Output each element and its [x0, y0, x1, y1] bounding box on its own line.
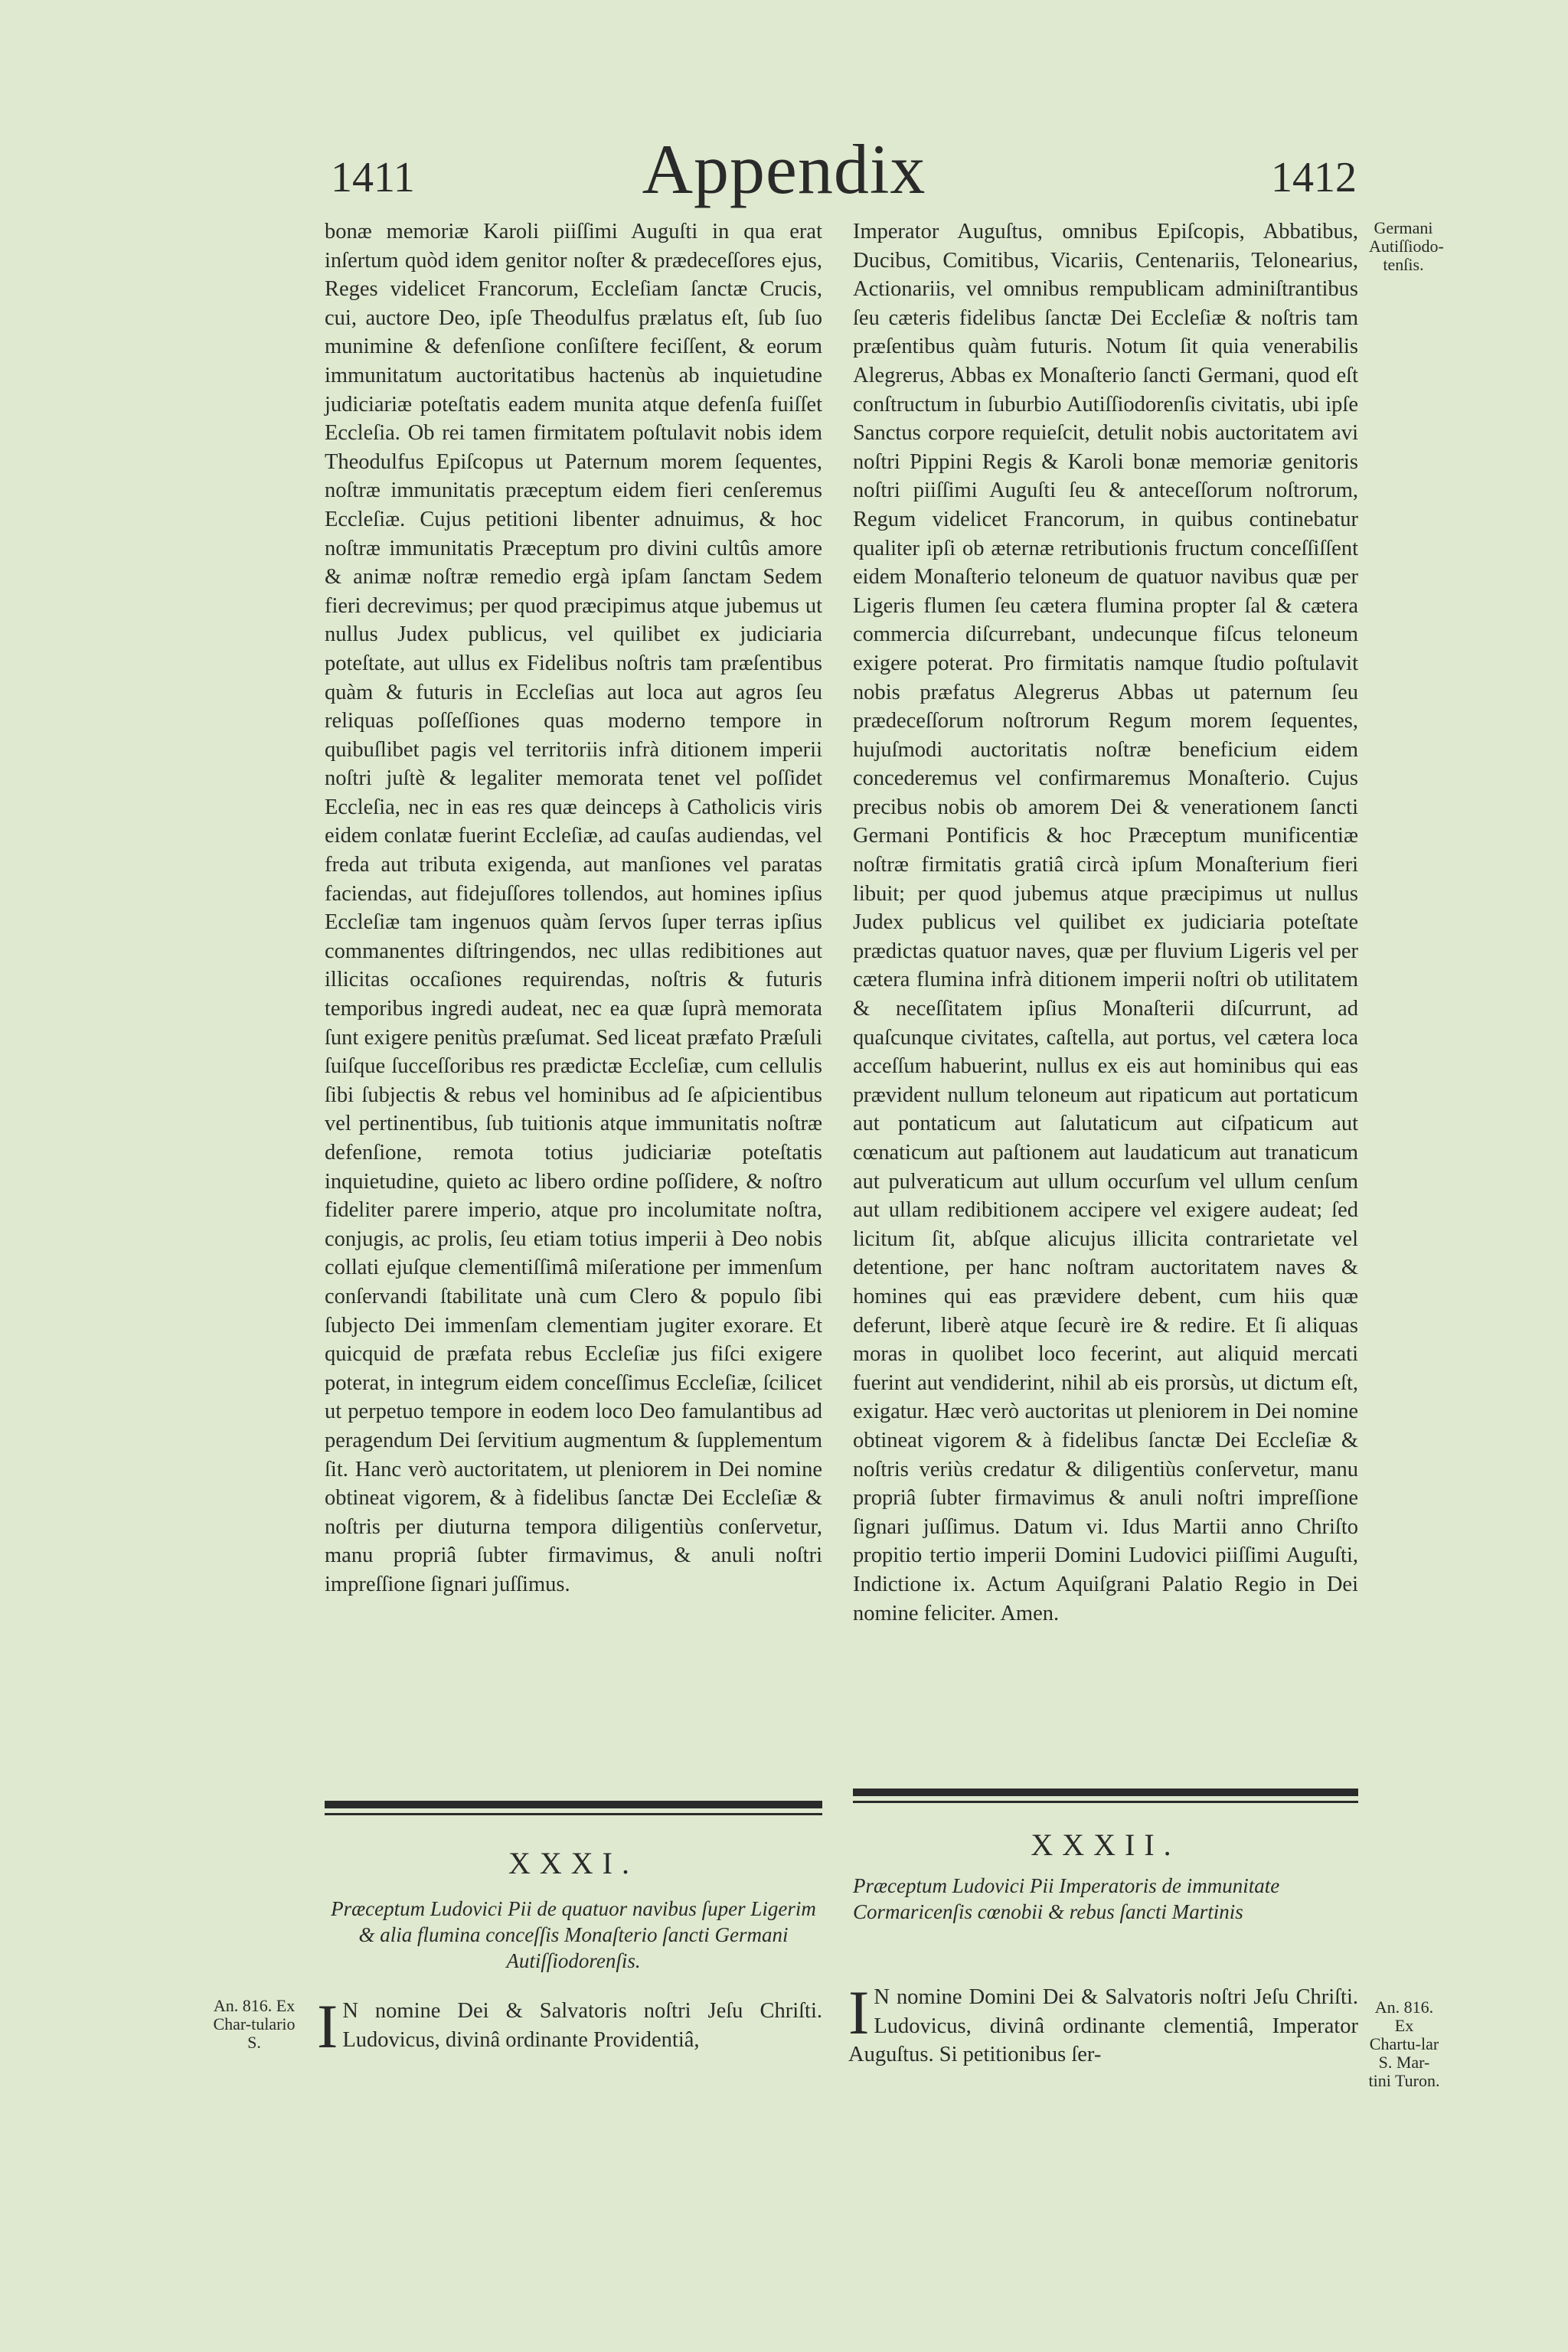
- section-right-opening: N nomine Domini Dei & Salvatoris noſtri Jeſu Chriſti. Ludovicus, divinâ ordinante clementiâ, Imperator Auguſtus. Si petitionibus ſer-: [848, 1985, 1358, 2067]
- page-title: Appendix: [642, 130, 926, 208]
- page-header: [0, 122, 1568, 214]
- margin-note-top-right: Germani Autiſſiodo-tenſis.: [1369, 218, 1444, 274]
- section-rule-left-thin: [325, 1813, 822, 1815]
- section-rule-right-thin: [853, 1801, 1358, 1803]
- section-left-opening: N nomine Dei & Salvatoris noſtri Jeſu Chriſti. Ludovicus, divinâ ordinante Providentiâ,: [342, 1999, 822, 2052]
- section-rule-left-thick: [325, 1801, 822, 1808]
- margin-note-bottom-left: An. 816. Ex Char-tulario S.: [213, 1996, 296, 2052]
- section-numeral-right: XXXII.: [1031, 1828, 1181, 1862]
- dropcap-left: I: [317, 1991, 338, 2061]
- section-numeral-left: XXXI.: [508, 1846, 639, 1880]
- section-rule-right-thick: [853, 1788, 1358, 1796]
- page-number-left: 1411: [331, 154, 415, 201]
- dropcap-right: I: [848, 1978, 870, 2047]
- left-column-text: bonæ memoriæ Karoli piiſſimi Auguſti in qua erat inſertum quòd idem genitor noſter & prædeceſſores ejus, Reges videlicet Francorum, Eccleſiam ſanctæ Crucis, cui, auctore Deo, ipſe Theodulfus prælatus eſt, ſub ſuo munimine & defenſione conſiſtere feciſſent, & eorum immunitatum auctoritatibus hactenùs ab inquietudine judiciariæ poteſtatis eadem munita atque defenſa fuiſſet Eccleſia. Ob rei tamen firmitatem poſtulavit nobis idem Theodulfus Epiſcopus ut Paternum morem ſequentes, noſtræ immunitatis præceptum eidem fieri cenſeremus Eccleſiæ. Cujus petitioni libenter adnuimus, & hoc noſtræ immunitatis Præceptum pro divini cultûs amore & animæ noſtræ remedio ergà ipſam ſanctam Sedem fieri decrevimus; per quod præcipimus atque jubemus ut nullus Judex publicus, vel quilibet ex judiciaria poteſtate, aut ullus ex Fidelibus noſtris tam præſentibus quàm & futuris in Eccleſias aut loca aut agros ſeu reliquas poſſeſſiones quas moderno tempore in quibuſlibet pagis vel territoriis infrà ditionem imperii noſtri juſtè & legaliter memorata tenet vel poſſidet Eccleſia, nec in eas res quæ deinceps à Catholicis viris eidem conlatæ fuerint Eccleſiæ, ad cauſas audiendas, vel freda aut tributa exigenda, aut manſiones vel paratas faciendas, aut fidejuſſores tollendos, aut homines ipſius Eccleſiæ tam ingenuos quàm ſervos ſuper terras ipſius commanentes diſtringendos, nec ullas redibitiones aut illicitas occaſiones requirendas, noſtris & futuris temporibus ingredi audeat, nec ea quæ ſuprà memorata ſunt exigere penitùs præſumat. Sed liceat præfato Præſuli ſuiſque ſucceſſoribus res prædictæ Eccleſiæ, cum cellulis ſibi ſubjectis & rebus vel hominibus ad ſe aſpicientibus vel pertinentibus, ſub tuitionis atque immunitatis noſtræ defenſione, remota totius judiciariæ poteſtatis inquietudine, quieto ac libero ordine poſſidere, & noſtro fideliter parere imperio, atque pro incolumitate noſtra, conjugis, ac prolis, ſeu etiam totius imperii à Deo nobis collati ejuſque clementiſſimâ miſeratione per immenſum conſervandi ſtabilitate unà cum Clero & populo ſibi ſubjecto Dei immenſam clementiam jugiter exorare. Et quicquid de præfata rebus Eccleſiæ jus fiſci exigere poterat, in integrum eidem conceſſimus Eccleſiæ, ſcilicet ut perpetuo tempore in eodem loco Deo famulantibus ad peragendum Dei ſervitium augmentum & ſupplementum ſit. Hanc verò auctoritatem, ut pleniorem in Dei nomine obtineat vigorem, & à fidelibus ſanctæ Dei Eccleſiæ & noſtris per diuturna tempora diligentiùs conſervetur, manu propriâ ſubter firmavimus, & anuli noſtri impreſſione ſignari juſſimus.: [325, 220, 822, 1596]
- section-left-body: [317, 1991, 822, 2061]
- margin-note-bottom-right: An. 816. Ex Chartu-lar S. Mar-tini Turon.: [1368, 1998, 1440, 2090]
- section-subtitle-left: Præceptum Ludovici Pii de quatuor navibus ſuper Ligerim & alia flumina conceſſis Monaſterio ſancti Germani Autiſſiodorenſis.: [331, 1897, 816, 1972]
- page-number-right: 1412: [1271, 154, 1357, 201]
- right-column-text: Imperator Auguſtus, omnibus Epiſcopis, Abbatibus, Ducibus, Comitibus, Vicariis, Centenariis, Telonearius, Actionariis, vel omnibus rempublicam adminiſtrantibus ſeu cæteris fidelibus ſanctæ Dei Eccleſiæ & noſtris tam præſentibus quàm futuris. Notum ſit quia venerabilis Alegrerus, Abbas ex Monaſterio ſancti Germani, quod eſt conſtructum in ſuburbio Autiſſiodorenſis civitatis, ubi ipſe Sanctus corpore requieſcit, detulit nobis auctoritatem avi noſtri Pippini Regis & Karoli bonæ memoriæ genitoris noſtri piiſſimi Auguſti ſeu & anteceſſorum noſtrorum, Regum videlicet Francorum, in quibus continebatur qualiter ipſi ob æternæ retributionis fructum conceſſiſſent eidem Monaſterio teloneum de quatuor navibus quæ per Ligeris flumen ſeu cætera flumina propter ſal & cætera commercia diſcurrebant, undecunque fiſcus teloneum exigere poterat. Pro firmitatis namque ſtudio poſtulavit nobis præfatus Alegrerus Abbas ut paternum ſeu prædeceſſorum noſtrorum Regum morem ſequentes, hujuſmodi auctoritatis noſtræ beneficium eidem concederemus vel confirmaremus Monaſterio. Cujus precibus nobis ob amorem Dei & venerationem ſancti Germani Pontificis & hoc Præceptum munificentiæ noſtræ firmitatis gratiâ circà ipſum Monaſterium fieri libuit; per quod jubemus atque præcipimus ut nullus Judex publicus vel quilibet ex judiciaria poteſtate prædictas quatuor naves, quæ per fluvium Ligeris vel per cætera flumina infrà ditionem imperii noſtri ob utilitatem & neceſſitatem ipſius Monaſterii diſcurrunt, ad quaſcunque civitates, caſtella, aut portus, vel cætera loca acceſſum habuerint, nullus ex eis aut hominibus qui eas prævident nullum teloneum aut ripaticum aut portaticum aut pontaticum aut ſalutaticum aut ciſpaticum aut cœnaticum aut paſtionem aut laudaticum aut tranaticum aut pulveraticum aut ullum occurſum vel ullum cenſum aut ullam redibitionem accipere vel exigere audeat; ſed licitum ſit, abſque alicujus illicita contrarietate vel detentione, per hanc noſtram auctoritatem naves & homines qui eas prævidere debent, cum hiis quæ deferunt, liberè atque ſecurè ire & redire. Et ſi aliquas moras in quolibet loco fecerint, aut aliquid mercati fuerint aut vendiderint, nihil ab eis prorsùs, ut dictum eſt, exigatur. Hæc verò auctoritas ut pleniorem in Dei nomine obtineat vigorem & à fidelibus ſanctæ Dei Eccleſiæ & noſtris veriùs credatur & diligentiùs conſervetur, manu propriâ ſubter firmavimus & anuli noſtri impreſſione ſignari juſſimus. Datum vi. Idus Martii anno Chriſto propitio tertio imperii Domini Ludovici piiſſimi Auguſti, Indictione ix. Actum Aquiſgrani Palatio Regio in Dei nomine feliciter. Amen.: [853, 220, 1358, 1625]
- section-right-body: [848, 1978, 1358, 2069]
- section-subtitle-right: Præceptum Ludovici Pii Imperatoris de immunitate Cormaricenſis cœnobii & rebus ſancti Martinis: [853, 1874, 1280, 1923]
